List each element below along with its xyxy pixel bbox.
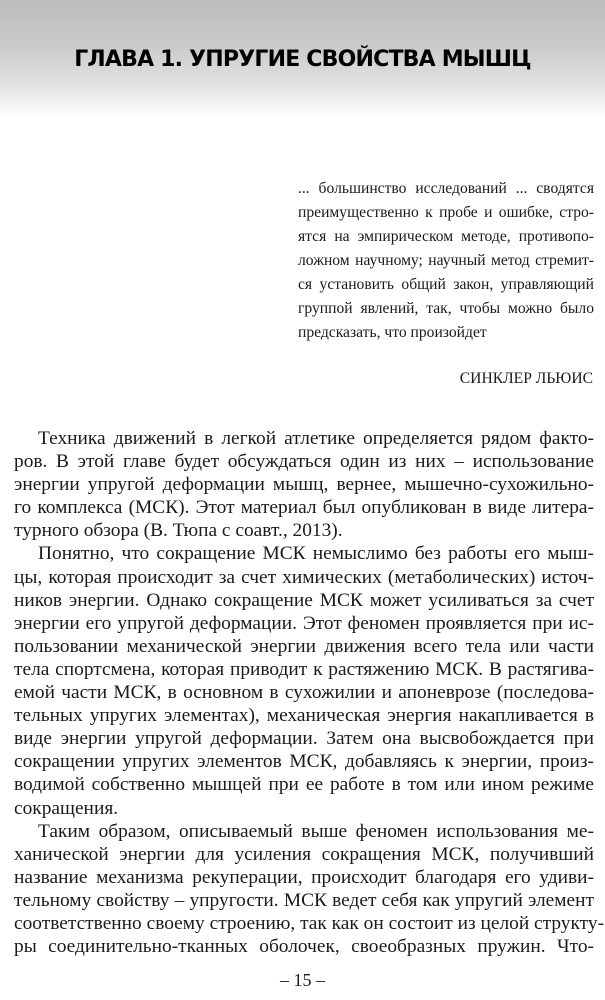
paragraph-line: емой части МСК, в основном в сухожилии и апоневрозе (последова-	[14, 682, 594, 704]
paragraph-line: ханической энергии для усиления сокращения МСК, получивший	[14, 843, 594, 865]
epigraph-author: СИНКЛЕР ЛЬЮИС	[459, 370, 593, 387]
epigraph	[298, 177, 594, 345]
paragraph-line: энергии упругой деформации мышц, вернее, мышечно-сухожильно-	[14, 474, 594, 496]
chapter-header-band	[0, 0, 605, 118]
chapter-title: ГЛАВА 1. УПРУГИЕ СВОЙСТВА МЫШЦ	[74, 47, 531, 72]
epigraph-line: ложном научному; научный метод стремит-	[298, 252, 594, 269]
paragraph-line: сокращении упругих элементов МСК, добавляясь к энергии, произ-	[14, 751, 594, 773]
paragraph-line: Таким образом, описываемый выше феномен использования ме-	[38, 820, 594, 842]
paragraph-line: водимой собственно мышцей при ее работе в том или ином режиме	[14, 774, 594, 796]
body-text	[14, 427, 605, 958]
paragraph-line: го комплекса (МСК). Этот материал был опубликован в виде литера-	[14, 497, 594, 519]
paragraph-line: ников энергии. Однако сокращение МСК может усиливаться за счет	[14, 589, 594, 611]
epigraph-line: группой явлений, так, чтобы можно было	[298, 300, 594, 317]
epigraph-line: ся установить общий закон, управляющий	[298, 276, 594, 293]
epigraph-line: ятся на эмпирическом методе, противопо-	[298, 228, 594, 245]
paragraph-line: тельных упругих элементах), механическая энергия накапливается в	[14, 705, 594, 727]
paragraph-line: ры соединительно-тканных оболочек, своеобразных пружин. Что-	[14, 936, 594, 958]
paragraph-line: ров. В этой главе будет обсуждаться один из них – использование	[14, 451, 594, 473]
epigraph-line: ... большинство исследований ... сводятся	[298, 180, 594, 197]
paragraph-line: турного обзора (В. Тюпа с соавт., 2013).	[14, 520, 343, 542]
epigraph-line: преимущественно к пробе и ошибке, стро-	[298, 204, 594, 221]
epigraph-line: предсказать, что произойдет	[298, 324, 487, 341]
paragraph-line: сокращения.	[14, 797, 119, 819]
paragraph-line: пользовании механической энергии движения всего тела или части	[14, 635, 594, 657]
paragraph-line: соответственно своему строению, так как он состоит из целой структу-	[14, 912, 605, 934]
paragraph-line: тела спортсмена, которая приводит к растяжению МСК. В растягива-	[14, 658, 594, 680]
paragraph-line: Понятно, что сокращение МСК немыслимо без работы его мыш-	[38, 543, 594, 565]
paragraph-line: тельному свойству – упругости. МСК ведет себя как упругий элемент	[14, 889, 594, 911]
paragraph-line: название механизма рекуперации, происходит благодаря его удиви-	[14, 866, 594, 888]
page-number: – 15 –	[280, 970, 325, 990]
paragraph-line: энергии его упругой деформации. Этот феномен проявляется при ис-	[14, 612, 594, 634]
paragraph-line: цы, которая происходит за счет химических (метаболических) источ-	[14, 566, 594, 588]
paragraph-line: Техника движений в легкой атлетике определяется рядом факто-	[38, 428, 594, 449]
paragraph-line: виде энергии упругой деформации. Затем она высвобождается при	[14, 728, 594, 750]
